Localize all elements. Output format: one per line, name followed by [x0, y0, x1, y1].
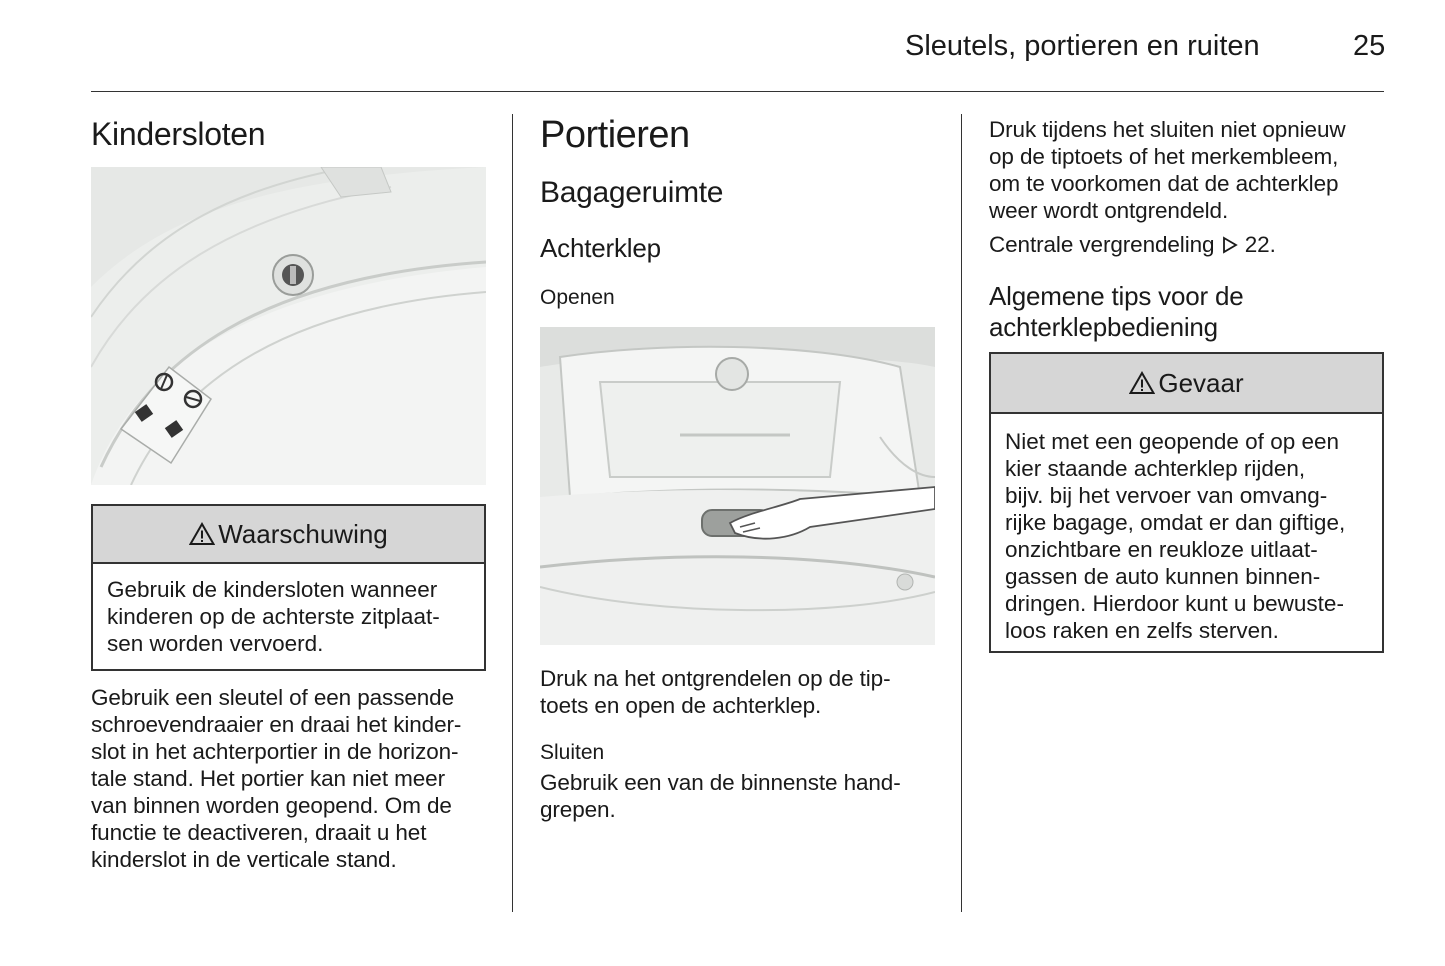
open-instruction-text: Druk na het ontgrendelen op de tip- toets en open de achterklep. [540, 666, 891, 718]
danger-box-header [991, 354, 1382, 414]
child-lock-body-text: Gebruik een sleutel of een passende schroevendraaier en draai het kinder- slot in het achterportier in de horizon- tale stand. Het portier kan niet meer van binnen worden geopend. Om de functie te deactiveren, draait u het kinderslot in de verticale stand. [91, 685, 462, 872]
child-lock-illustration [91, 167, 486, 485]
heading-portieren: Portieren [540, 114, 690, 156]
heading-achterklep: Achterklep [540, 233, 661, 263]
danger-title: Gevaar [1158, 367, 1244, 398]
heading-sluiten: Sluiten [540, 741, 605, 764]
warning-box-header [93, 506, 484, 564]
heading-tips: Algemene tips voor de achterklepbediening [989, 281, 1244, 342]
warning-triangle-icon [189, 522, 215, 546]
danger-text: Niet met een geopende of op een kier staande achterklep rijden, bijv. bij het vervoer van omvang- rijke bagage, omdat er dan giftige, onzichtbare en reukloze uitlaat- gassen de auto kunnen binnen- dringen. Hierdoor kunt u bewuste- loos raken en zelfs sterven. [1005, 429, 1346, 643]
danger-triangle-icon [1129, 371, 1155, 395]
reference-arrow-icon [1221, 236, 1239, 254]
intro-text: Druk tijdens het sluiten niet opnieuw op de tiptoets of het merkembleem, om te voorkomen dat de achterklep weer wordt ontgrendeld. [989, 117, 1346, 223]
reference-text: Centrale vergrendeling [989, 232, 1215, 257]
section-title: Sleutels, portieren en ruiten [905, 30, 1260, 62]
header-rule [91, 91, 1384, 92]
column-divider-1 [512, 114, 513, 912]
warning-text: Gebruik de kindersloten wanneer kinderen op de achterste zitplaat- sen worden vervoerd. [107, 577, 440, 656]
heading-kindersloten: Kindersloten [91, 116, 266, 152]
warning-title: Waarschuwing [218, 518, 388, 549]
heading-bagageruimte: Bagageruimte [540, 176, 724, 209]
reference-page: 22. [1244, 232, 1276, 257]
danger-box [989, 352, 1384, 653]
warning-box [91, 504, 486, 671]
close-instruction-text: Gebruik een van de binnenste hand- grepen. [540, 770, 901, 822]
tailgate-illustration [540, 327, 935, 645]
page-number: 25 [1353, 30, 1386, 62]
cross-reference[interactable] [989, 231, 1389, 258]
heading-openen: Openen [540, 286, 615, 309]
column-divider-2 [961, 114, 962, 912]
